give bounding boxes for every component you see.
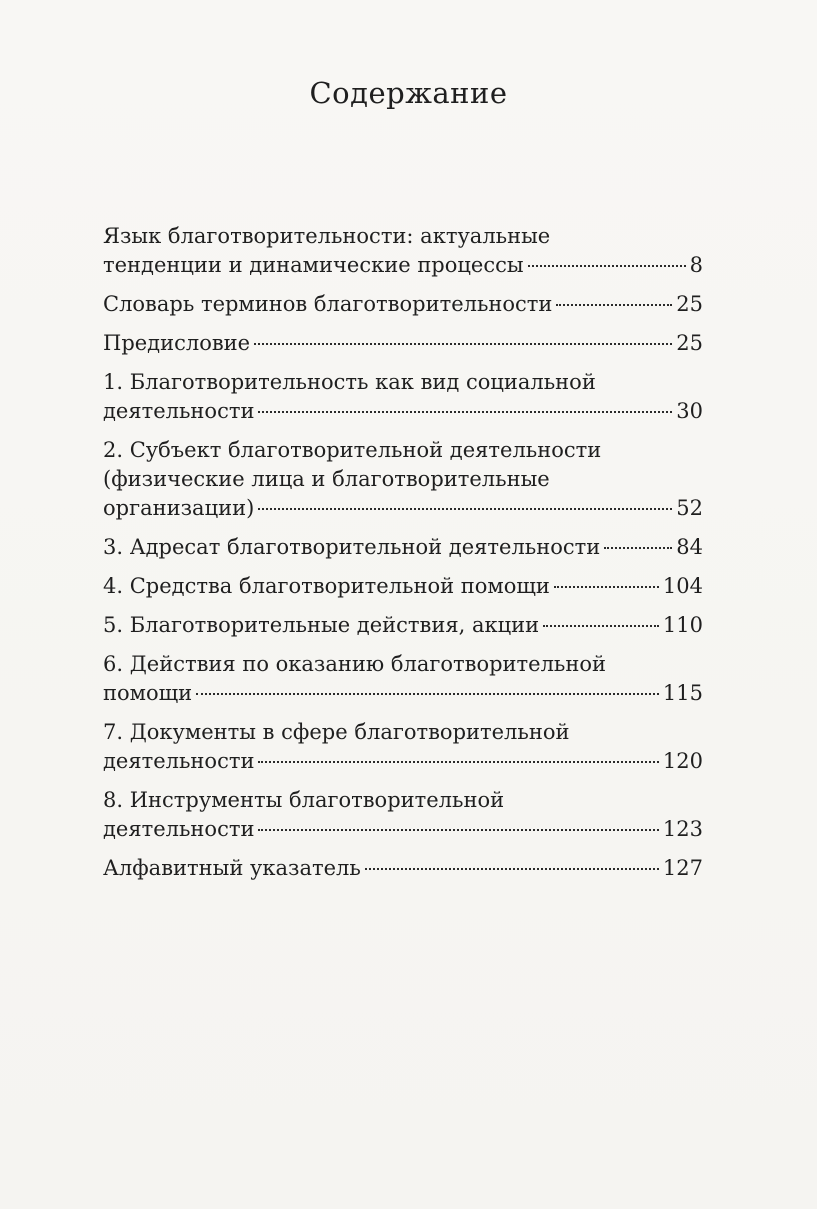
toc-entry-last-line	[103, 533, 703, 562]
toc-entry-text: помощи	[103, 681, 193, 705]
toc-page-number: 127	[662, 856, 703, 880]
toc-entry-text: деятельности	[103, 817, 255, 841]
toc-page-number: 104	[662, 574, 703, 598]
toc-entry-last-line	[103, 397, 703, 426]
table-of-contents	[103, 222, 703, 893]
toc-page-number: 120	[662, 749, 703, 773]
toc-entry-text: Предисловие	[103, 331, 251, 355]
dot-leader	[543, 625, 659, 627]
toc-entry-text: Алфавитный указатель	[103, 856, 361, 880]
toc-entry-text: Язык благотворительности: актуальные	[103, 224, 551, 248]
toc-entry-text: 2. Субъект благотворительной деятельности	[103, 438, 602, 462]
toc-entry-text: 7. Документы в сфере благотворительной	[103, 720, 570, 744]
toc-entry	[103, 368, 703, 426]
dot-leader	[258, 829, 658, 831]
toc-entry-text: 6. Действия по оказанию благотворительной	[103, 652, 606, 676]
toc-entry	[103, 854, 703, 883]
toc-entry	[103, 436, 703, 523]
dot-leader	[258, 411, 672, 413]
toc-page-number: 25	[676, 331, 703, 355]
toc-entry	[103, 718, 703, 776]
toc-entry-text: 4. Средства благотворительной помощи	[103, 574, 550, 598]
toc-entry	[103, 650, 703, 708]
dot-leader	[556, 304, 672, 306]
toc-entry-last-line	[103, 329, 703, 358]
toc-entry	[103, 329, 703, 358]
dot-leader	[554, 586, 659, 588]
toc-entry-text: деятельности	[103, 749, 255, 773]
toc-page-number: 8	[689, 253, 703, 277]
toc-page-number: 25	[676, 292, 703, 316]
toc-page-number: 52	[676, 496, 703, 520]
toc-entry-last-line	[103, 815, 703, 844]
toc-page-number: 123	[662, 817, 703, 841]
toc-page-number: 110	[662, 613, 703, 637]
toc-entry	[103, 572, 703, 601]
dot-leader	[528, 265, 686, 267]
toc-entry-text: деятельности	[103, 399, 255, 423]
toc-entry	[103, 222, 703, 280]
toc-entry	[103, 611, 703, 640]
page-title: Содержание	[309, 76, 508, 110]
toc-page-number: 115	[662, 681, 703, 705]
dot-leader	[258, 508, 672, 510]
toc-entry-last-line	[103, 679, 703, 708]
toc-entry-last-line	[103, 251, 703, 280]
toc-entry-last-line	[103, 854, 703, 883]
toc-entry-last-line	[103, 611, 703, 640]
toc-page-number: 84	[676, 535, 703, 559]
toc-entry-last-line	[103, 290, 703, 319]
toc-entry-last-line	[103, 494, 703, 523]
toc-entry-text: 3. Адресат благотворительной деятельности	[103, 535, 601, 559]
toc-entry-text: Словарь терминов благотворительности	[103, 292, 553, 316]
dot-leader	[254, 343, 672, 345]
dot-leader	[365, 868, 659, 870]
toc-entry-last-line	[103, 572, 703, 601]
toc-entry-text: (физические лица и благотворительные	[103, 467, 550, 491]
toc-entry	[103, 786, 703, 844]
dot-leader	[604, 547, 672, 549]
dot-leader	[258, 761, 658, 763]
toc-entry-text: 1. Благотворительность как вид социальной	[103, 370, 596, 394]
toc-entry	[103, 290, 703, 319]
dot-leader	[196, 693, 659, 695]
toc-entry-text: тенденции и динамические процессы	[103, 253, 524, 277]
toc-entry-last-line	[103, 747, 703, 776]
toc-page-number: 30	[676, 399, 703, 423]
toc-entry-text: 5. Благотворительные действия, акции	[103, 613, 540, 637]
toc-entry-text: 8. Инструменты благотворительной	[103, 788, 505, 812]
toc-entry-text: организации)	[103, 496, 255, 520]
toc-entry	[103, 533, 703, 562]
